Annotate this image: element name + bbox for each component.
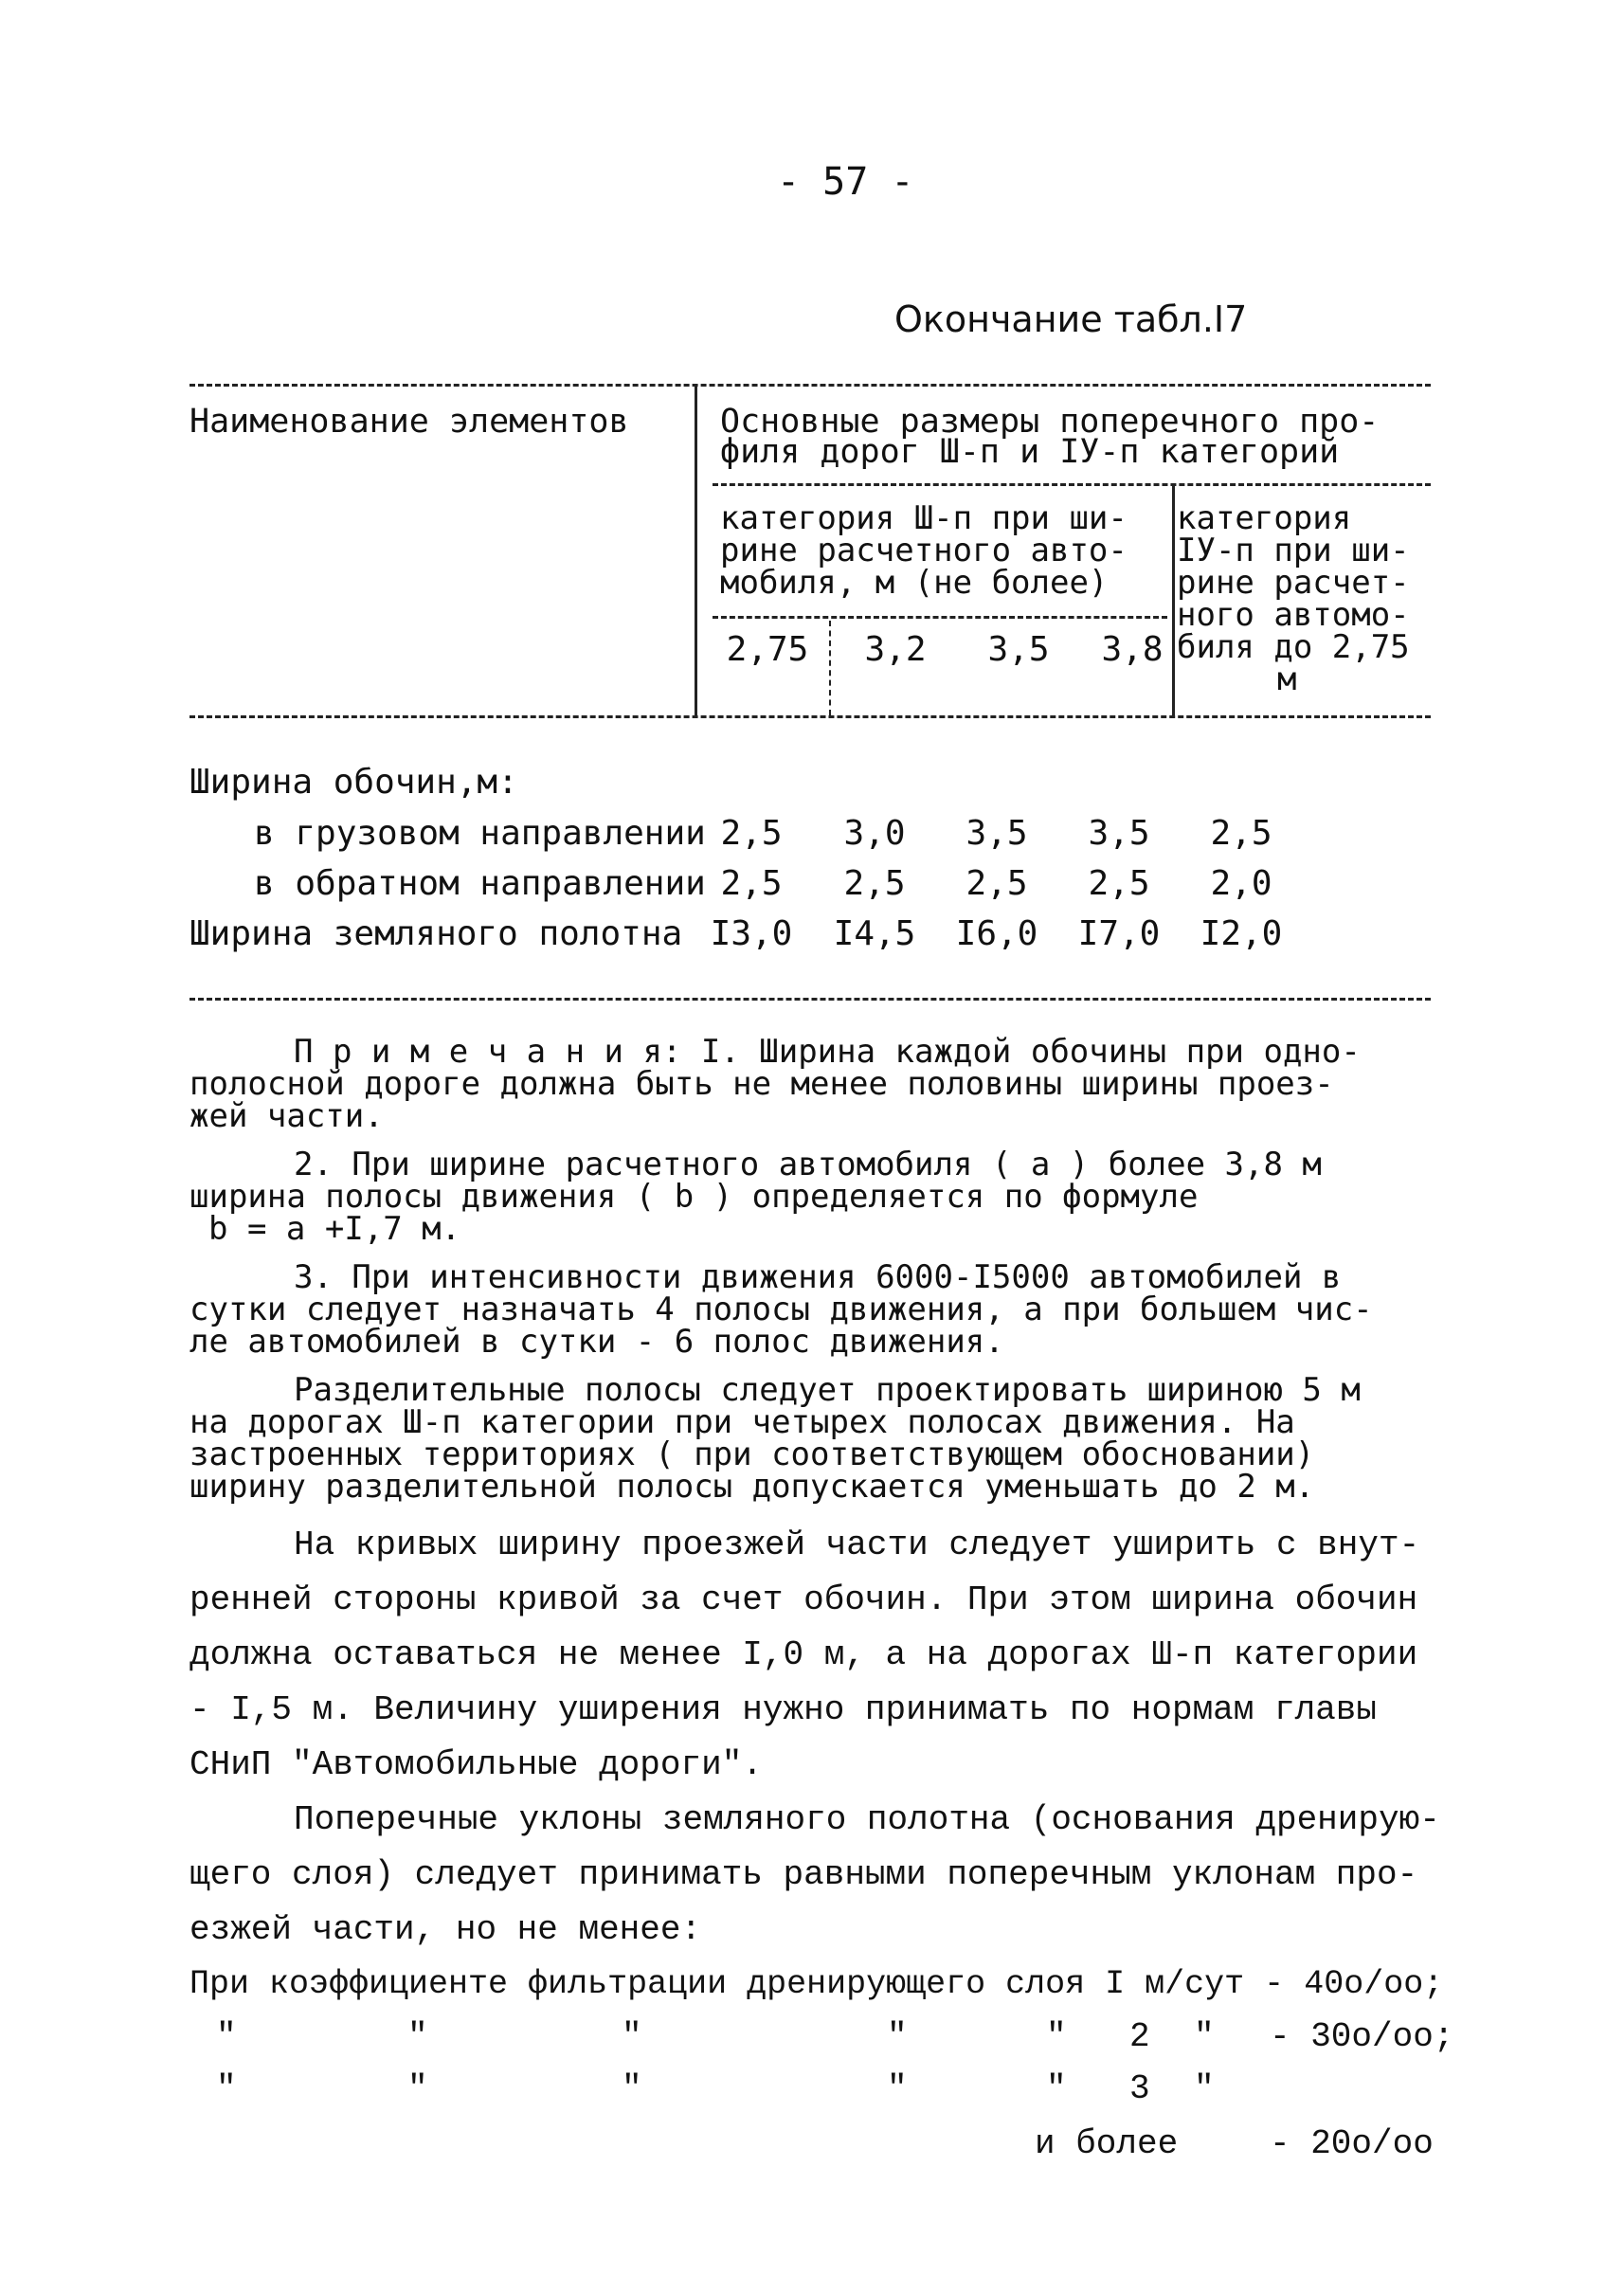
- table-bottom-rule: [189, 998, 1431, 1001]
- note-4-line2: на дорогах Ш-п категории при четырех полосах движения. На: [189, 1403, 1295, 1441]
- para-1-line3: должна оставаться не менее I,0 м, а на дорогах Ш-п категории: [189, 1635, 1418, 1674]
- sub-b-line4: ного автомо-: [1177, 596, 1410, 634]
- sub-b-line6: м: [1277, 660, 1297, 698]
- para-1-line1: На кривых ширину проезжей части следует уширить с внут-: [294, 1526, 1420, 1564]
- sub-b-line2: IУ-п при ши-: [1177, 532, 1410, 569]
- note-4-line1: Разделительные полосы следует проектировать шириною 5 м: [294, 1371, 1361, 1409]
- sub-b-line3: рине расчет-: [1177, 564, 1410, 602]
- cell: 3,0: [843, 814, 906, 853]
- cell: 2,5: [965, 864, 1028, 903]
- cell: I2,0: [1200, 914, 1283, 953]
- ditto-mark: ": [216, 2017, 237, 2056]
- ditto-mark: ": [1046, 2069, 1067, 2108]
- sub-divider-vertical: [1172, 483, 1175, 715]
- cell: 3,5: [1088, 814, 1150, 853]
- col-width-2: 3,2: [864, 630, 927, 669]
- note-3-line3: ле автомобилей в сутки - 6 полос движения.: [189, 1323, 1004, 1361]
- header-main-line1: Основные размеры поперечного про-: [720, 403, 1380, 441]
- cell: I4,5: [833, 914, 916, 953]
- table-divider-vertical: [695, 384, 697, 715]
- note-2-formula: b = a +I,7 м.: [208, 1210, 461, 1248]
- sub-a-line3: мобиля, м (не более): [720, 564, 1109, 602]
- cell: 2,5: [720, 814, 783, 853]
- cell: 2,5: [1210, 814, 1272, 853]
- sub-b-line1: категория: [1177, 499, 1352, 537]
- col-divider-vertical: [829, 621, 831, 715]
- slope-3: - 20о/оо: [1270, 2124, 1434, 2163]
- slope-line-1: При коэффициенте фильтрации дренирующего слоя I м/сут - 40о/оо;: [189, 1965, 1444, 2003]
- note-4-line3: застроенных территориях ( при соответствующем обосновании): [189, 1435, 1315, 1473]
- note-1-line1: П р и м е ч а н и я: I. Ширина каждой обочины при одно-: [294, 1033, 1361, 1071]
- ditto-mark: ": [1194, 2069, 1215, 2108]
- cell: 3,5: [965, 814, 1028, 853]
- header-sub-rule: [713, 483, 1431, 486]
- note-2-line2: ширина полосы движения ( b ) определяется по формуле: [189, 1178, 1199, 1216]
- slope-2: - 30о/оо;: [1270, 2017, 1454, 2056]
- ditto-mark: ": [887, 2069, 908, 2108]
- para-1-line5: СНиП "Автомобильные дороги".: [189, 1745, 763, 1784]
- row-label: Ширина земляного полотна: [189, 914, 683, 953]
- para-2-line2: щего слоя) следует принимать равными поперечным уклонам про-: [189, 1855, 1418, 1894]
- para-1-line4: - I,5 м. Величину уширения нужно принимать по нормам главы: [189, 1690, 1378, 1729]
- cell: 2,0: [1210, 864, 1272, 903]
- sub-b-line5: биля до 2,75: [1177, 628, 1410, 666]
- note-1-line3: жей части.: [189, 1097, 384, 1135]
- para-2-line3: езжей части, но не менее:: [189, 1910, 702, 1949]
- page-number: - 57 -: [777, 160, 914, 204]
- cell: I3,0: [710, 914, 793, 953]
- ditto-mark: ": [622, 2069, 642, 2108]
- note-2-line1: 2. При ширине расчетного автомобиля ( a ) более 3,8 м: [294, 1146, 1322, 1183]
- note-4-line4: ширину разделительной полосы допускается уменьшать до 2 м.: [189, 1468, 1315, 1506]
- table-caption: Окончание табл.I7: [894, 298, 1248, 340]
- ditto-mark: ": [216, 2069, 237, 2108]
- cell: 2,5: [843, 864, 906, 903]
- row-label: в обратном направлении: [254, 864, 706, 903]
- note-3-line1: 3. При интенсивности движения 6000-I5000 автомобилей в: [294, 1258, 1342, 1296]
- ditto-mark: ": [407, 2069, 428, 2108]
- para-1-line2: ренней стороны кривой за счет обочин. При этом ширина обочин: [189, 1580, 1418, 1619]
- group-label: Ширина обочин,м:: [189, 763, 518, 802]
- col-width-3: 3,5: [987, 630, 1050, 669]
- ditto-mark: ": [1194, 2017, 1215, 2056]
- col-width-1: 2,75: [726, 630, 809, 669]
- width-row-rule: [713, 616, 1167, 619]
- cell: 2,5: [720, 864, 783, 903]
- header-name: Наименование элементов: [189, 403, 629, 441]
- ditto-mark: ": [887, 2017, 908, 2056]
- slope-value-3: 3: [1129, 2069, 1150, 2108]
- table-top-rule: [189, 384, 1431, 387]
- ditto-mark: ": [622, 2017, 642, 2056]
- note-1-line2: полосной дороге должна быть не менее половины ширины проез-: [189, 1065, 1334, 1103]
- ditto-mark: ": [407, 2017, 428, 2056]
- and-more-label: и более: [1035, 2124, 1179, 2163]
- para-2-line1: Поперечные уклоны земляного полотна (основания дренирую-: [294, 1800, 1440, 1839]
- cell: I7,0: [1077, 914, 1161, 953]
- slope-value-2: 2: [1129, 2017, 1150, 2056]
- row-label: в грузовом направлении: [254, 814, 706, 853]
- cell: I6,0: [955, 914, 1038, 953]
- sub-a-line2: рине расчетного авто-: [720, 532, 1128, 569]
- cell: 2,5: [1088, 864, 1150, 903]
- note-3-line2: сутки следует назначать 4 полосы движения, а при большем чис-: [189, 1291, 1373, 1328]
- sub-a-line1: категория Ш-п при ши-: [720, 499, 1128, 537]
- ditto-mark: ": [1046, 2017, 1067, 2056]
- header-main-line2: филя дорог Ш-п и IУ-п категорий: [720, 433, 1340, 471]
- header-bottom-rule: [189, 715, 1431, 718]
- col-width-4: 3,8: [1101, 630, 1164, 669]
